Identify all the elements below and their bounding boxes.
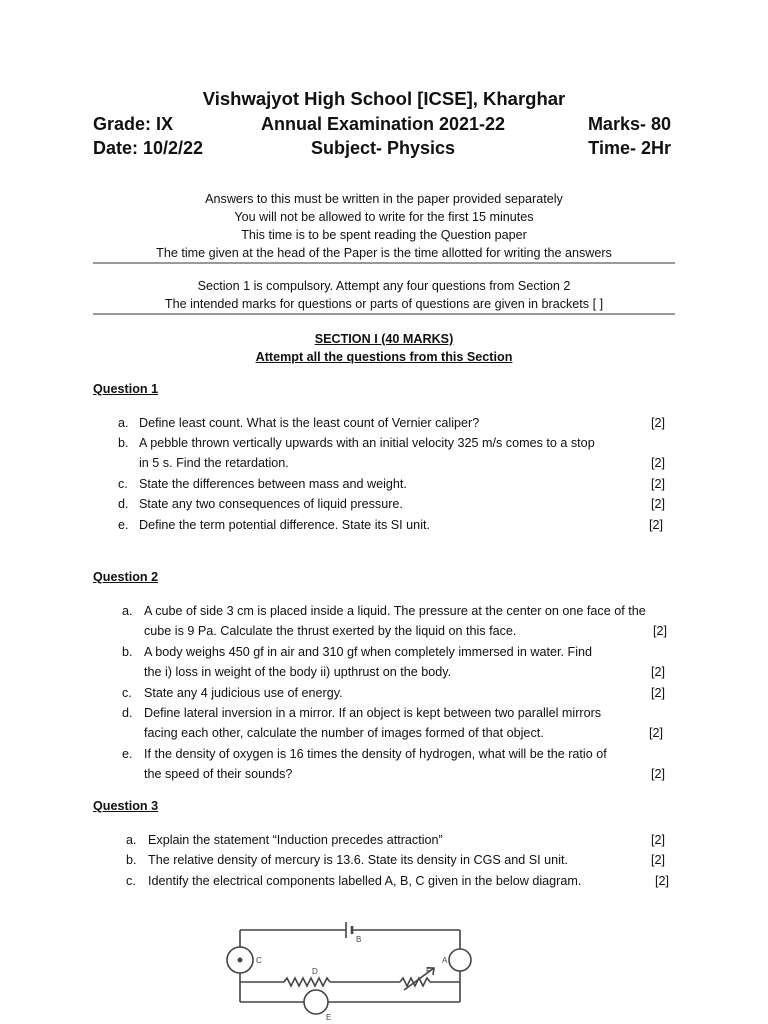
item-marks: [2] <box>651 665 666 679</box>
school-name: Vishwajyot High School [ICSE], Kharghar <box>202 88 566 109</box>
item-text: State any 4 judicious use of energy. <box>144 686 343 700</box>
instruction-line: The time given at the head of the Paper is the time allotted for writing the answers <box>156 246 612 260</box>
component-e <box>304 990 328 1014</box>
item-marks: [2] <box>651 456 666 470</box>
item-text: Define least count. What is the least count of Vernier caliper? <box>139 416 480 430</box>
marks: Marks- 80 <box>587 114 671 134</box>
label-b: B <box>356 935 362 944</box>
item-letter: d. <box>122 706 133 720</box>
instruction-line: This time is to be spent reading the Question paper <box>241 228 527 242</box>
instruction-line: You will not be allowed to write for the first 15 minutes <box>234 210 534 224</box>
grade: Grade: IX <box>93 114 174 134</box>
header-row-1 <box>93 114 673 138</box>
note-line: Section 1 is compulsory. Attempt any four questions from Section 2 <box>197 279 571 293</box>
item-text: A pebble thrown vertically upwards with an initial velocity 325 m/s comes to a stop <box>139 436 595 450</box>
question-3-heading: Question 3 <box>93 799 159 813</box>
item-letter: b. <box>118 436 129 450</box>
item-text: A cube of side 3 cm is placed inside a liquid. The pressure at the center on one face of the <box>144 604 646 618</box>
label-d: D <box>312 967 318 976</box>
item-text: facing each other, calculate the number of images formed of that object. <box>144 726 544 740</box>
circuit-diagram <box>222 912 482 1022</box>
item-text: State the differences between mass and weight. <box>139 477 407 491</box>
item-text: A body weighs 450 gf in air and 310 gf when completely immersed in water. Find <box>144 645 593 659</box>
instructions <box>93 190 675 262</box>
item-marks: [2] <box>651 686 666 700</box>
item-marks: [2] <box>649 726 664 740</box>
exam-title: Annual Examination 2021-22 <box>260 114 506 134</box>
note-line: The intended marks for questions or parts of questions are given in brackets [ ] <box>164 297 604 311</box>
item-text: the i) loss in weight of the body ii) upthrust on the body. <box>144 665 452 679</box>
label-a: A <box>442 956 448 965</box>
item-letter: e. <box>122 747 133 761</box>
item-marks: [2] <box>653 624 668 638</box>
resistor-d <box>284 978 330 986</box>
item-text: Define the term potential difference. State its SI unit. <box>139 518 430 532</box>
item-marks: [2] <box>651 767 666 781</box>
component-c-dot <box>238 958 243 963</box>
item-marks: [2] <box>651 833 666 847</box>
item-text: in 5 s. Find the retardation. <box>139 456 289 470</box>
item-text: State any two consequences of liquid pressure. <box>139 497 403 511</box>
date: Date: 10/2/22 <box>93 138 204 158</box>
item-letter: a. <box>122 604 133 618</box>
item-text: Identify the electrical components labelled A, B, C given in the below diagram. <box>148 874 582 888</box>
item-marks: [2] <box>651 416 666 430</box>
item-text: The relative density of mercury is 13.6. State its density in CGS and SI unit. <box>148 853 568 867</box>
divider <box>93 262 675 264</box>
item-letter: d. <box>118 497 129 511</box>
label-c: C <box>256 956 262 965</box>
question-2-heading: Question 2 <box>93 570 159 584</box>
item-marks: [2] <box>655 874 670 888</box>
item-letter: c. <box>118 477 128 491</box>
item-letter: c. <box>126 874 136 888</box>
item-letter: e. <box>118 518 129 532</box>
item-marks: [2] <box>651 497 666 511</box>
section-subtitle: Attempt all the questions from this Section <box>255 350 513 364</box>
item-text: If the density of oxygen is 16 times the density of hydrogen, what will be the ratio of <box>144 747 607 761</box>
question-1-heading: Question 1 <box>93 382 159 396</box>
time: Time- 2Hr <box>588 138 671 158</box>
header-row-2 <box>93 138 673 162</box>
item-letter: a. <box>126 833 137 847</box>
item-marks: [2] <box>649 518 664 532</box>
item-letter: b. <box>122 645 133 659</box>
item-letter: c. <box>122 686 132 700</box>
notes <box>93 277 675 313</box>
item-text: cube is 9 Pa. Calculate the thrust exerted by the liquid on this face. <box>144 624 517 638</box>
item-text: the speed of their sounds? <box>144 767 293 781</box>
label-f: F <box>426 966 431 975</box>
item-letter: a. <box>118 416 129 430</box>
subject: Subject- Physics <box>310 138 456 158</box>
section-title: SECTION I (40 MARKS) <box>314 332 454 346</box>
item-text: Define lateral inversion in a mirror. If an object is kept between two parallel mirrors <box>144 706 602 720</box>
component-a <box>449 949 471 971</box>
item-text: Explain the statement “Induction precedes attraction” <box>148 833 443 847</box>
label-e: E <box>326 1013 332 1022</box>
item-marks: [2] <box>651 853 666 867</box>
instruction-line: Answers to this must be written in the paper provided separately <box>205 192 563 206</box>
item-letter: b. <box>126 853 137 867</box>
divider <box>93 313 675 315</box>
item-marks: [2] <box>651 477 666 491</box>
